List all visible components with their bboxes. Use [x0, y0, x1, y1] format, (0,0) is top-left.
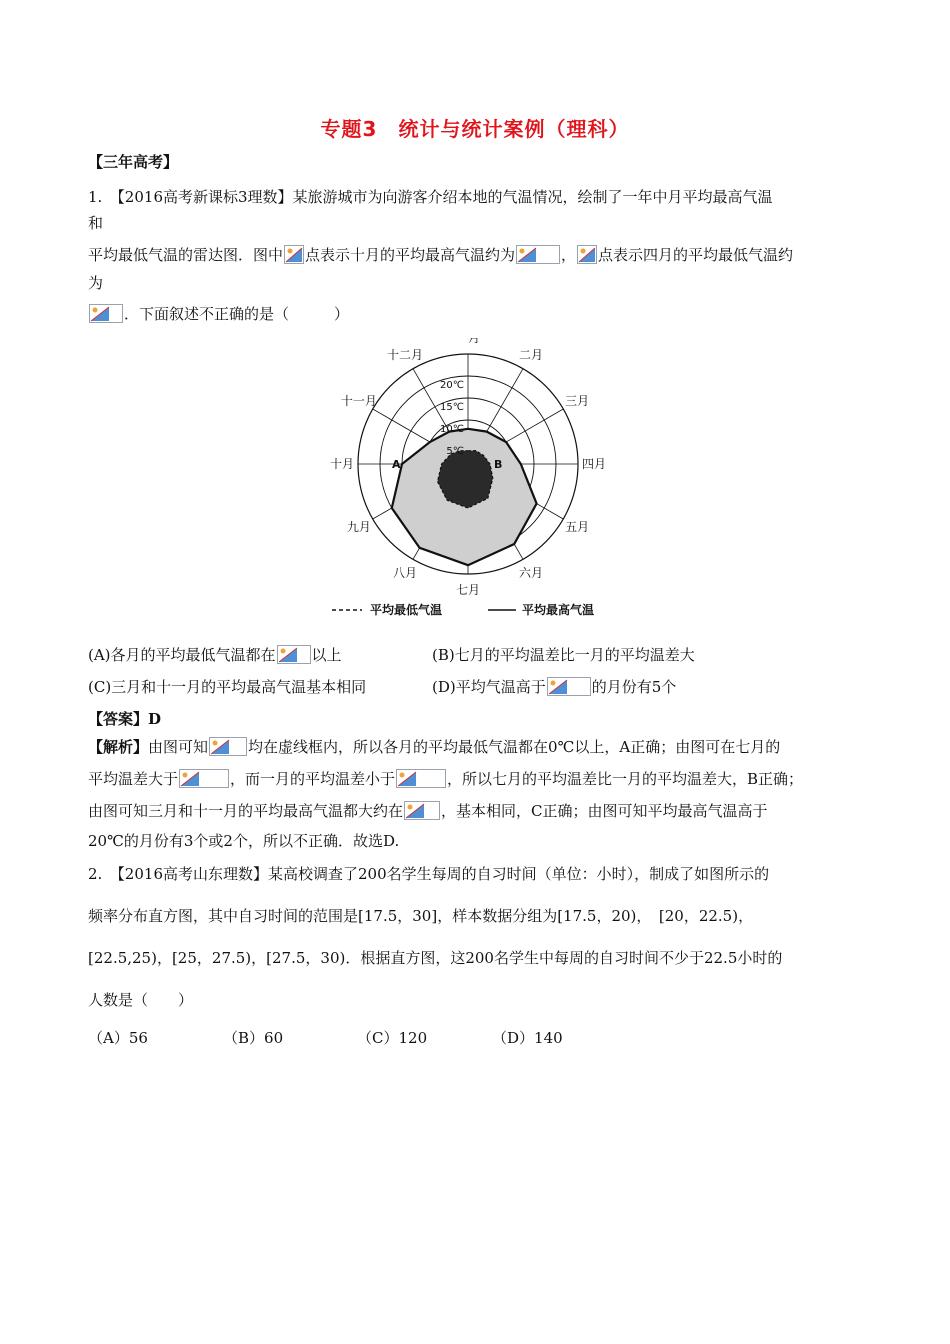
- radar-chart: [320, 338, 620, 632]
- month-label: 十一月: [340, 394, 377, 408]
- formula-image-icon: [209, 737, 247, 756]
- q1-line2e: 为: [88, 274, 104, 292]
- ring-label: 15℃: [440, 402, 464, 413]
- q2-option-a: （A）56: [88, 1029, 148, 1047]
- formula-image-icon: [577, 245, 597, 264]
- q1-line2-text-a: 平均最低气温的雷达图．图中: [88, 246, 284, 264]
- q1-line3-text: ．下面叙述不正确的是（ ）: [124, 305, 350, 323]
- option-a-text-a: (A)各月的平均最低气温都在: [88, 646, 276, 664]
- q2-option-c: （C）120: [357, 1029, 428, 1047]
- q1-line3: [88, 304, 349, 324]
- month-label: 八月: [392, 566, 418, 581]
- month-label: 一月: [455, 338, 481, 345]
- q1-option-c: (C)三月和十一月的平均最高气温基本相同: [88, 678, 367, 696]
- formula-image-icon: [277, 645, 311, 664]
- q2-line4: 人数是（ ）: [88, 991, 194, 1009]
- legend-max-label: 平均最高气温: [522, 603, 595, 617]
- analysis-line3: [88, 801, 768, 821]
- point-label-b: B: [494, 458, 503, 471]
- analysis-label: 【解析】: [88, 738, 149, 756]
- formula-image-icon: [516, 245, 560, 264]
- analysis-text-2b: ，而一月的平均温差小于: [230, 770, 396, 788]
- formula-image-icon: [547, 677, 591, 696]
- formula-image-icon: [179, 769, 229, 788]
- formula-image-icon: [89, 304, 123, 323]
- month-label: 十月: [329, 457, 355, 471]
- month-label: 四月: [581, 457, 607, 471]
- analysis-text-2c: ，所以七月的平均温差比一月的平均温差大，B正确；: [447, 770, 804, 788]
- option-a-text-b: 以上: [311, 646, 342, 664]
- formula-image-icon: [404, 801, 440, 820]
- ring-label: 5℃: [446, 446, 464, 457]
- option-d-text-b: 的月份有5个: [591, 678, 677, 696]
- option-d-text-a: (D)平均气温高于: [432, 678, 546, 696]
- q1-line2-text-c: ，: [561, 246, 577, 264]
- month-label: 二月: [518, 347, 544, 362]
- analysis-text-2a: 平均温差大于: [88, 770, 179, 788]
- analysis-text-1b: 均在虚线框内，所以各月的平均最低气温都在0℃以上，A正确；由图可在七月的: [248, 738, 781, 756]
- q2-option-b: （B）60: [223, 1029, 284, 1047]
- q2-option-d: （D）140: [492, 1029, 563, 1047]
- analysis-text-3a: 由图可知三月和十一月的平均最高气温都大约在: [88, 802, 404, 820]
- analysis-text-3b: ，基本相同，C正确；由图可知平均最高气温高于: [441, 802, 768, 820]
- analysis-line4: 20℃的月份有3个或2个，所以不正确．故选D.: [88, 832, 400, 850]
- month-label: 五月: [565, 520, 590, 534]
- formula-image-icon: [284, 245, 304, 264]
- q1-line1: 1. 【2016高考新课标3理数】某旅游城市为向游客介绍本地的气温情况，绘制了一年中月平均最高气温: [88, 188, 773, 206]
- month-label: 六月: [518, 566, 544, 581]
- radar-chart-svg: [320, 338, 620, 628]
- q1-option-b: (B)七月的平均温差比一月的平均温差大: [432, 646, 695, 664]
- month-label: 九月: [346, 520, 371, 534]
- q2-line2: 频率分布直方图，其中自习时间的范围是[17.5，30]，样本数据分组为[17.5，20)， [20，22.5)，: [88, 907, 754, 925]
- section-header: 【三年高考】: [88, 153, 179, 171]
- q2-line3: [22.5,25)，[25，27.5)，[27.5，30)．根据直方图，这200名学生中每周的自习时间不少于22.5小时的: [88, 949, 783, 967]
- ring-label: 20℃: [440, 380, 464, 391]
- analysis-text-1a: 由图可知: [148, 738, 209, 756]
- analysis-line1: [88, 737, 780, 757]
- ring-label: 10℃: [440, 424, 464, 435]
- month-label: 十二月: [386, 347, 424, 362]
- month-label: 三月: [565, 394, 590, 408]
- q1-option-a: [88, 645, 342, 665]
- answer-label: 【答案】D: [88, 710, 162, 728]
- analysis-line2: [88, 769, 803, 789]
- q1-answer: [88, 709, 161, 729]
- q2-line1: 2. 【2016高考山东理数】某高校调查了200名学生每周的自习时间（单位：小时），制成了如图所示的: [88, 865, 770, 883]
- q1-line1b: 和: [88, 214, 104, 232]
- legend-min-label: 平均最低气温: [370, 603, 443, 617]
- q1-line2-text-d: 点表示四月的平均最低气温约: [598, 246, 794, 264]
- q1-option-d: [432, 677, 676, 697]
- q1-line2: [88, 245, 793, 265]
- page-title: 专题3 统计与统计案例（理科）: [320, 117, 630, 141]
- q1-line2-text-b: 点表示十月的平均最高气温约为: [305, 246, 516, 264]
- month-label: 七月: [455, 583, 481, 597]
- point-label-a: A: [392, 458, 401, 471]
- formula-image-icon: [396, 769, 446, 788]
